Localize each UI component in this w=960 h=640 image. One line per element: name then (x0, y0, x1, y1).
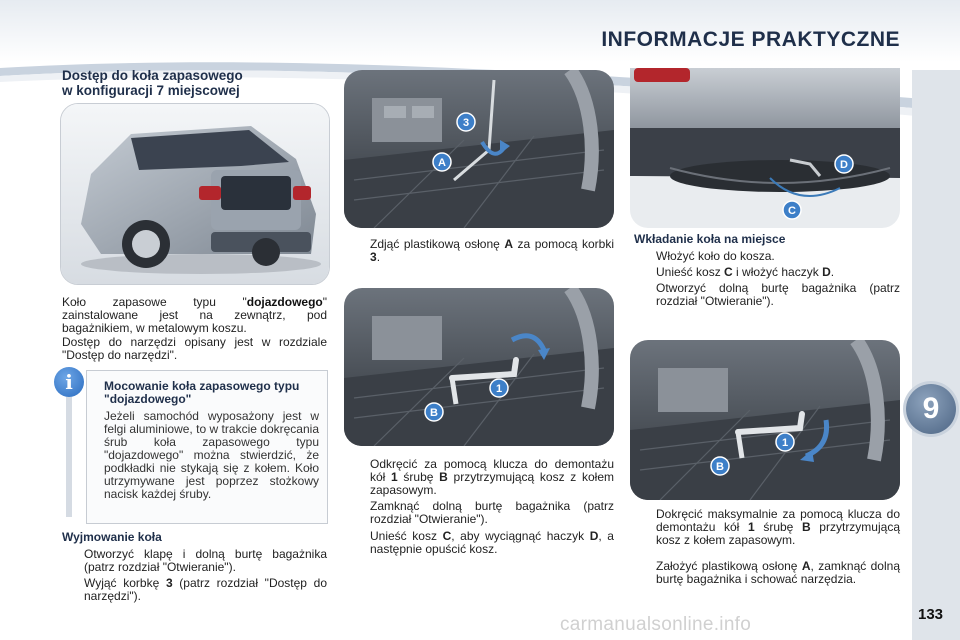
middle-s4-b: C (442, 529, 452, 543)
callout-1: 1 (495, 383, 503, 395)
callout-a: A (438, 157, 446, 169)
car-rear-illustration (60, 103, 330, 285)
middle-step-3-text: Zamknąć dolną burtę bagażnika (patrz rozdział "Otwieranie"). (370, 499, 614, 526)
middle-step-4 (348, 530, 614, 556)
middle-s1-c: za pomocą korbki (513, 237, 614, 251)
refit-s2-e: . (830, 265, 835, 279)
page-header-title: INFORMACJE PRAKTYCZNE (601, 28, 900, 51)
info-title: Mocowanie koła zapasowego typu "dojazdowego" (104, 379, 300, 406)
middle-s2-c: śrubę (397, 470, 440, 484)
removal-s2-a: Wyjąć korbkę (84, 576, 166, 590)
refit-s2-c: i włożyć haczyk (732, 265, 823, 279)
intro-p1-bold: dojazdowego (246, 295, 323, 309)
callout-b: B (430, 407, 438, 419)
middle-s1-e: . (376, 250, 381, 264)
chapter-strip (912, 70, 960, 640)
chapter-tab[interactable]: 9 (906, 384, 956, 434)
refit-s5-a: Założyć plastikową osłonę (656, 559, 802, 573)
refit-s4-e: przytrzymującą kosz z kołem zapasowym. (656, 520, 900, 547)
removal-title: Wyjmowanie koła (62, 530, 162, 544)
refit-title: Wkładanie koła na miejsce (634, 232, 786, 246)
middle-s4-e: , a następnie opuścić kosz. (370, 529, 614, 556)
info-text: Jeżeli samochód wyposażony jest w felgi aluminiowe, to w trakcie dokręcania śrub koła zapasowego typu "dojazdowego" można stwierdzić, że podkładki nie stykają się z kołem. Koło utrzymywane jest poprzez stożkowy nacisk każdej śruby. (104, 409, 319, 501)
middle-s2-b: 1 (391, 470, 398, 484)
removal-step-2 (62, 577, 327, 603)
middle-s2-a: Odkręcić za pomocą klucza do demontażu kół (370, 457, 614, 484)
refit-step-1 (634, 250, 900, 263)
refit-s2-a: Unieść kosz (656, 265, 725, 279)
refit-step-2 (634, 266, 900, 279)
refit-s2-b: C (724, 265, 733, 279)
section-title (62, 68, 243, 98)
removal-s2-c: (patrz rozdział "Dostęp do narzędzi"). (84, 576, 327, 603)
bolt-loosen-illustration (344, 288, 614, 446)
middle-s4-d: D (589, 529, 599, 543)
page-number: 133 (918, 606, 944, 623)
intro-paragraph-2: Dostęp do narzędzi opisany jest w rozdziale "Dostęp do narzędzi". (62, 335, 327, 362)
refit-step-5 (634, 560, 900, 586)
middle-s1-b: A (504, 237, 514, 251)
callout-b2: B (716, 461, 724, 473)
bolt-tighten-illustration (630, 340, 900, 500)
section-title-line2: w konfiguracji 7 miejscowej (62, 83, 240, 98)
callout-3: 3 (462, 117, 470, 129)
middle-step-2 (348, 458, 614, 497)
removal-s2-b: 3 (165, 576, 173, 590)
callout-1b: 1 (781, 437, 789, 449)
middle-step-3 (348, 500, 614, 526)
trunk-cover-illustration (344, 70, 614, 228)
middle-step-1 (348, 238, 614, 264)
intro-p1-b: " zainstalowane jest na zewnątrz, pod bagażnikiem, w metalowym koszu. (62, 295, 327, 335)
middle-s2-e: przytrzymującą kosz z kołem zapasowym. (370, 470, 614, 497)
removal-step-1 (62, 548, 327, 574)
refit-step-1-text: Włożyć koło do kosza. (656, 249, 775, 263)
info-strip (66, 397, 72, 517)
refit-s4-a: Dokręcić maksymalnie za pomocą klucza do demontażu kół (656, 507, 900, 534)
refit-s5-c: , zamknąć dolną burtę bagażnika i schować narzędzia. (656, 559, 900, 586)
watermark: carmanualsonline.info (560, 614, 752, 635)
refit-s4-d: B (802, 520, 811, 534)
callout-d: D (840, 159, 848, 171)
middle-s4-c: , aby wyciągnąć haczyk (451, 529, 590, 543)
middle-s1-d: 3 (370, 250, 377, 264)
refit-step-3 (634, 282, 900, 308)
intro-p1-a: Koło zapasowe typu " (62, 295, 247, 309)
middle-s4-a: Unieść kosz (370, 529, 443, 543)
refit-step-4 (634, 508, 900, 547)
info-icon: i (54, 367, 84, 397)
middle-s1-a: Zdjąć plastikową osłonę (370, 237, 505, 251)
removal-step-1-text: Otworzyć klapę i dolną burtę bagażnika (patrz rozdział "Otwieranie"). (84, 547, 327, 574)
section-title-line1: Dostęp do koła zapasowego (62, 68, 243, 83)
refit-s2-d: D (822, 265, 831, 279)
spare-basket-illustration (630, 68, 900, 228)
middle-s2-d: B (439, 470, 448, 484)
refit-s4-c: śrubę (754, 520, 802, 534)
refit-s5-b: A (801, 559, 811, 573)
refit-s4-b: 1 (748, 520, 755, 534)
refit-step-3-text: Otworzyć dolną burtę bagażnika (patrz rozdział "Otwieranie"). (656, 281, 900, 308)
callout-c: C (788, 205, 796, 217)
intro-paragraph-1 (62, 296, 327, 335)
